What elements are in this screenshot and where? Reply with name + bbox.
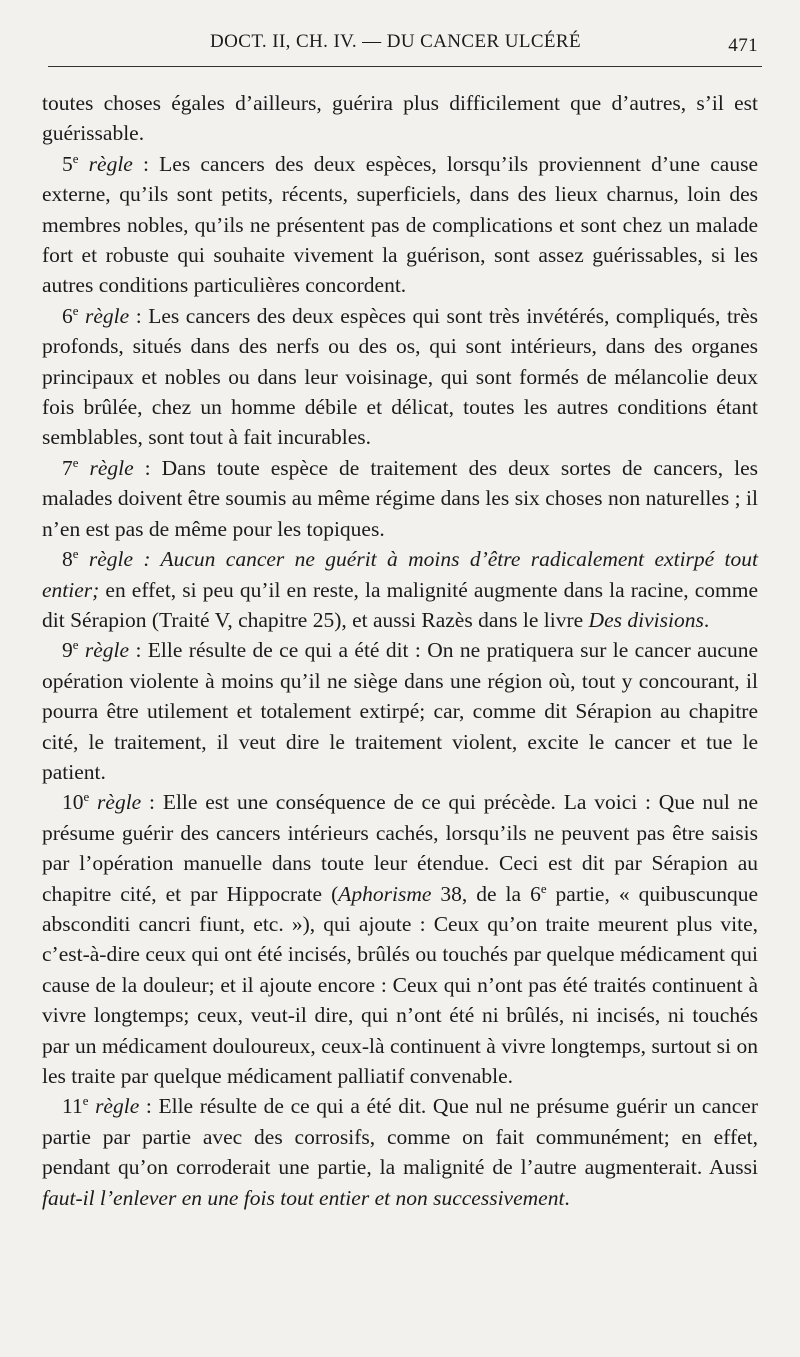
rule-label: règle xyxy=(85,303,130,328)
rule-label: règle xyxy=(88,547,134,572)
rule-number: 7 xyxy=(62,455,73,480)
rule-label: règle xyxy=(95,1094,140,1119)
paragraph-rule-10: 10e règle : Elle est une conséquence de ce qui précède. La voici : Que nul ne présume guérir des cancers intérieurs cachés, lorsqu’ils ne peuvent pas être saisis par l’opération manuelle dans toute leur étendue. Ceci est dit par Sérapion au chapitre cité, et par Hippocrate (Aphorisme 38, de la 6e partie, « quibuscunque absconditi cancri fiunt, etc. »), qui ajoute : Ceux qu’on traite meurent plus vite, c’est-à-dire ceux qui ont été incisés, brûlés ou touchés par quelque médicament qui cause de la douleur; et il ajoute encore : Ceux qui n’ont pas été traités continuent à vivre longtemps; ceux, veut-il dire, qui n’ont été ni brûlés, ni incisés, ni touchés par un médicament douloureux, ceux-là continuent à vivre longtemps, surtout si on les traite par quelque médicament palliatif convenable. xyxy=(42,790,759,1088)
body-text xyxy=(42,88,758,1213)
rule-label: règle xyxy=(97,790,142,815)
rule-italic-statement: : Aucun cancer ne guérit à moins d’être radicalement extirpé tout entier; xyxy=(42,547,759,602)
paragraph-rule-6: 6e règle : Les cancers des deux espèces qui sont très invétérés, compliqués, très profonds, situés dans des nerfs ou des os, qui sont intérieurs, dans des organes principaux et nobles ou dans leur voisinage, qui sont formés de mélancolie deux fois brûlée, chez un homme débile et délicat, toutes les autres conditions étant semblables, sont tout à fait incurables. xyxy=(42,303,758,450)
rule-label: règle xyxy=(84,638,130,663)
paragraph-rule-7: 7e règle : Dans toute espèce de traitement des deux sortes de cancers, les malades doivent être soumis au même régime dans les six choses non naturelles ; il n’en est pas de même pour les topiques. xyxy=(42,455,759,541)
paragraph-rule-5: 5e règle : Les cancers des deux espèces, lorsqu’ils proviennent d’une cause externe, qu’ils sont petits, récents, superficiels, dans des lieux charnus, loin des membres nobles, qu’ils ne présentent pas de complications et sont chez un malade fort et robuste qui souhaite vivement la guérison, sont assez guérissables, si les autres conditions particulières concordent. xyxy=(42,151,759,298)
rule-italic-conclusion: faut-il l’enlever en une fois tout entier et non successivement xyxy=(42,1185,565,1210)
book-title: Des divisions xyxy=(588,607,704,632)
rule-label: règle xyxy=(89,455,134,480)
page-header xyxy=(42,28,758,66)
aphorism-title: Aphorisme xyxy=(338,881,432,906)
rule-number: 8 xyxy=(62,547,73,572)
paragraph-rule-11: 11e règle : Elle résulte de ce qui a été dit. Que nul ne présume guérir un cancer partie par partie avec des corrosifs, comme on fait communément; en effet, pendant qu’on corroderait une partie, la malignité de l’autre augmenterait. Aussi faut-il l’enlever en une fois tout entier et non successivement. xyxy=(42,1094,758,1210)
rule-number: 5 xyxy=(62,151,73,176)
rule-number: 9 xyxy=(62,638,73,663)
header-rule xyxy=(48,66,762,67)
page-number: 471 xyxy=(728,35,758,56)
paragraph-rule-8: 8e règle : Aucun cancer ne guérit à moins d’être radicalement extirpé tout entier; en effet, si peu qu’il en reste, la malignité augmente dans la racine, comme dit Sérapion (Traité V, chapitre 25), et aussi Razès dans le livre Des divisions. xyxy=(42,546,759,632)
running-title: DOCT. II, CH. IV. — DU CANCER ULCÉRÉ xyxy=(210,31,582,52)
rule-number: 6 xyxy=(62,303,73,328)
rule-label: règle xyxy=(88,151,133,176)
paragraph-continued: toutes choses égales d’ailleurs, guérira plus difficilement que d’autres, s’il est guérissable. xyxy=(42,91,758,146)
paragraph-rule-9: 9e règle : Elle résulte de ce qui a été dit : On ne pratiquera sur le cancer aucune opération violente à moins qu’il ne siège dans une région où, tout y concourant, il pourra être utilement et totalement extirpé; car, comme dit Sérapion au chapitre cité, le traitement, il veut dire le traitement violent, excite le cancer et tue le patient. xyxy=(42,638,759,784)
rule-number: 10 xyxy=(62,790,84,815)
rule-number: 11 xyxy=(62,1094,83,1119)
